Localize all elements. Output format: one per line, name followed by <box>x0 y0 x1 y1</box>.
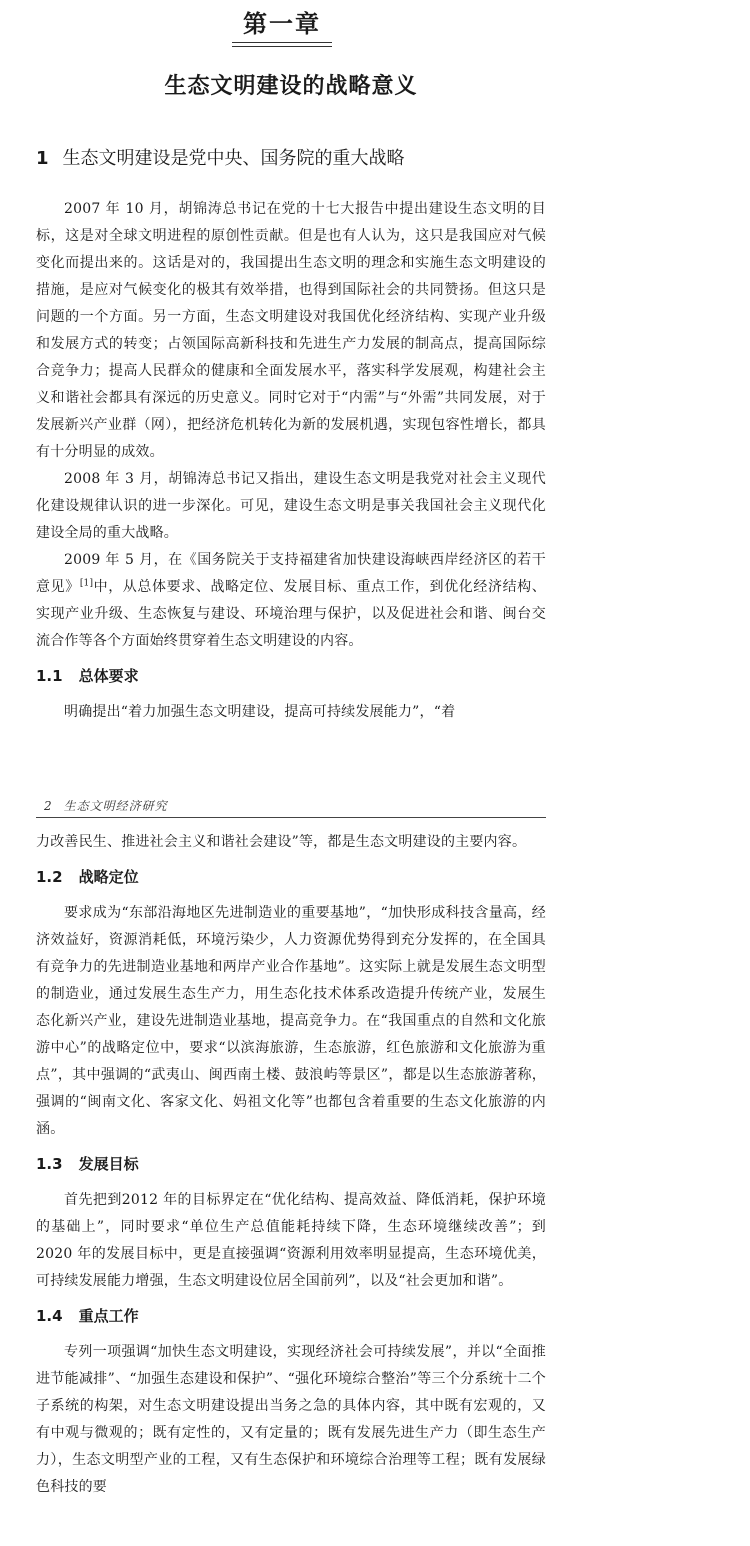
subsection-title: 重点工作 <box>78 1307 139 1325</box>
chapter-label: 第一章 <box>243 10 321 38</box>
paragraph: 明确提出“着力加强生态文明建设，提高可持续发展能力”，“着 <box>64 704 456 720</box>
subsection-number: 1.4 <box>36 1307 63 1325</box>
subsection-heading-1-3 <box>36 1153 546 1175</box>
paragraph-continued: 力改善民生、推进社会主义和谐社会建设”等，都是生态文明建设的主要内容。 <box>36 834 527 850</box>
subsection-number: 1.1 <box>36 667 63 685</box>
subsection-title: 战略定位 <box>78 868 139 886</box>
paragraph-text: 中，从总体要求、战略定位、发展目标、重点工作，到优化经济结构、实现产业升级、生态恢复与建设、环境治理与保护，以及促进社会和谐、闽台交流合作等各个方面始终贯穿着生态文明建设的内容。 <box>36 579 546 649</box>
running-header <box>36 795 546 818</box>
section-title: 生态文明建设是党中央、国务院的重大战略 <box>62 148 405 169</box>
paragraph: 2007 年 10 月，胡锦涛总书记在党的十七大报告中提出建设生态文明的目标，这是对全球文明进程的原创性贡献。但是也有人认为，这只是我国应对气候变化而提出来的。这话是对的，我国提出生态文明的理念和实施生态文明建设的措施，是应对气候变化的极其有效举措，也得到国际社会的共同赞扬。但这只是问题的一个方面。另一方面，生态文明建设对我国优化经济结构、实现产业升级和发展方式的转变；占领国际高新科技和先进生产力发展的制高点，提高国际综合竞争力；提高人民群众的健康和全面发展水平，落实科学发展观，构建社会主义和谐社会都具有深远的历史意义。同时它对于“内需”与“外需”共同发展，对于发展新兴产业群（网），把经济危机转化为新的发展机遇，实现包容性增长，都具有十分明显的成效。 <box>36 201 546 460</box>
paragraph <box>36 547 546 655</box>
subsection-number: 1.3 <box>36 1155 63 1173</box>
citation-ref: [1] <box>79 578 94 589</box>
paragraph: 2008 年 3 月，胡锦涛总书记又指出，建设生态文明是我党对社会主义现代化建设规律认识的进一步深化。可见，建设生态文明是事关我国社会主义现代化建设全局的重大战略。 <box>36 471 546 541</box>
paragraph: 要求成为“东部沿海地区先进制造业的重要基地”，“加快形成科技含量高，经济效益好，资源消耗低，环境污染少，人力资源优势得到充分发挥的，在全国具有竞争力的先进制造业基地和两岸产业合作基地”。这实际上就是发展生态文明型的制造业，通过发展生态生产力，用生态化技术体系改造提升传统产业，发展生态化新兴产业，建设先进制造业基地，提高竞争力。在“我国重点的自然和文化旅游中心”的战略定位中，要求“以滨海旅游，生态旅游，红色旅游和文化旅游为重点”，其中强调的“武夷山、闽西南土楼、鼓浪屿等景区”，都是以生态旅游著称，强调的“闽南文化、客家文化、妈祖文化等”也都包含着重要的生态文化旅游的内涵。 <box>36 905 546 1137</box>
page-number: 2 <box>44 799 52 813</box>
subsection-heading-1-2 <box>36 866 546 888</box>
page-2 <box>36 795 546 1546</box>
subsection-title: 发展目标 <box>78 1155 139 1173</box>
chapter-rule <box>232 42 332 47</box>
subsection-heading-1-1 <box>36 665 546 687</box>
section-number: 1 <box>36 148 49 169</box>
section-heading-1 <box>36 146 546 172</box>
paragraph-text: 2009 年 5 月，在《国务院关于支持福建省加快建设海峡西岸经济区的若干意见》 <box>36 552 546 595</box>
subsection-number: 1.2 <box>36 868 63 886</box>
subsection-heading-1-4 <box>36 1305 546 1327</box>
chapter-title: 生态文明建设的战略意义 <box>164 74 418 99</box>
running-title: 生态文明经济研究 <box>63 799 168 813</box>
page-1 <box>36 0 546 760</box>
page-2-body <box>36 829 546 1501</box>
paragraph: 首先把到2012 年的目标界定在“优化结构、提高效益、降低消耗，保护环境的基础上”，同时要求“单位生产总值能耗持续下降，生态环境继续改善”；到 2020 年的发展目标中，更是直接强调“资源利用效率明显提高，生态环境优美，可持续发展能力增强，生态文明建设位居全国前列”，以及“社会更加和谐”。 <box>36 1192 546 1289</box>
page-1-body <box>36 196 546 726</box>
paragraph: 专列一项强调“加快生态文明建设，实现经济社会可持续发展”，并以“全面推进节能减排”、“加强生态建设和保护”、“强化环境综合整治”等三个分系统十二个子系统的构架，对生态文明建设提出当务之急的具体内容，其中既有宏观的，又有中观与微观的；既有定性的，又有定量的；既有发展先进生产力（即生态生产力），生态文明型产业的工程，又有生态保护和环境综合治理等工程；既有发展绿色科技的要 <box>36 1344 546 1495</box>
subsection-title: 总体要求 <box>78 667 139 685</box>
